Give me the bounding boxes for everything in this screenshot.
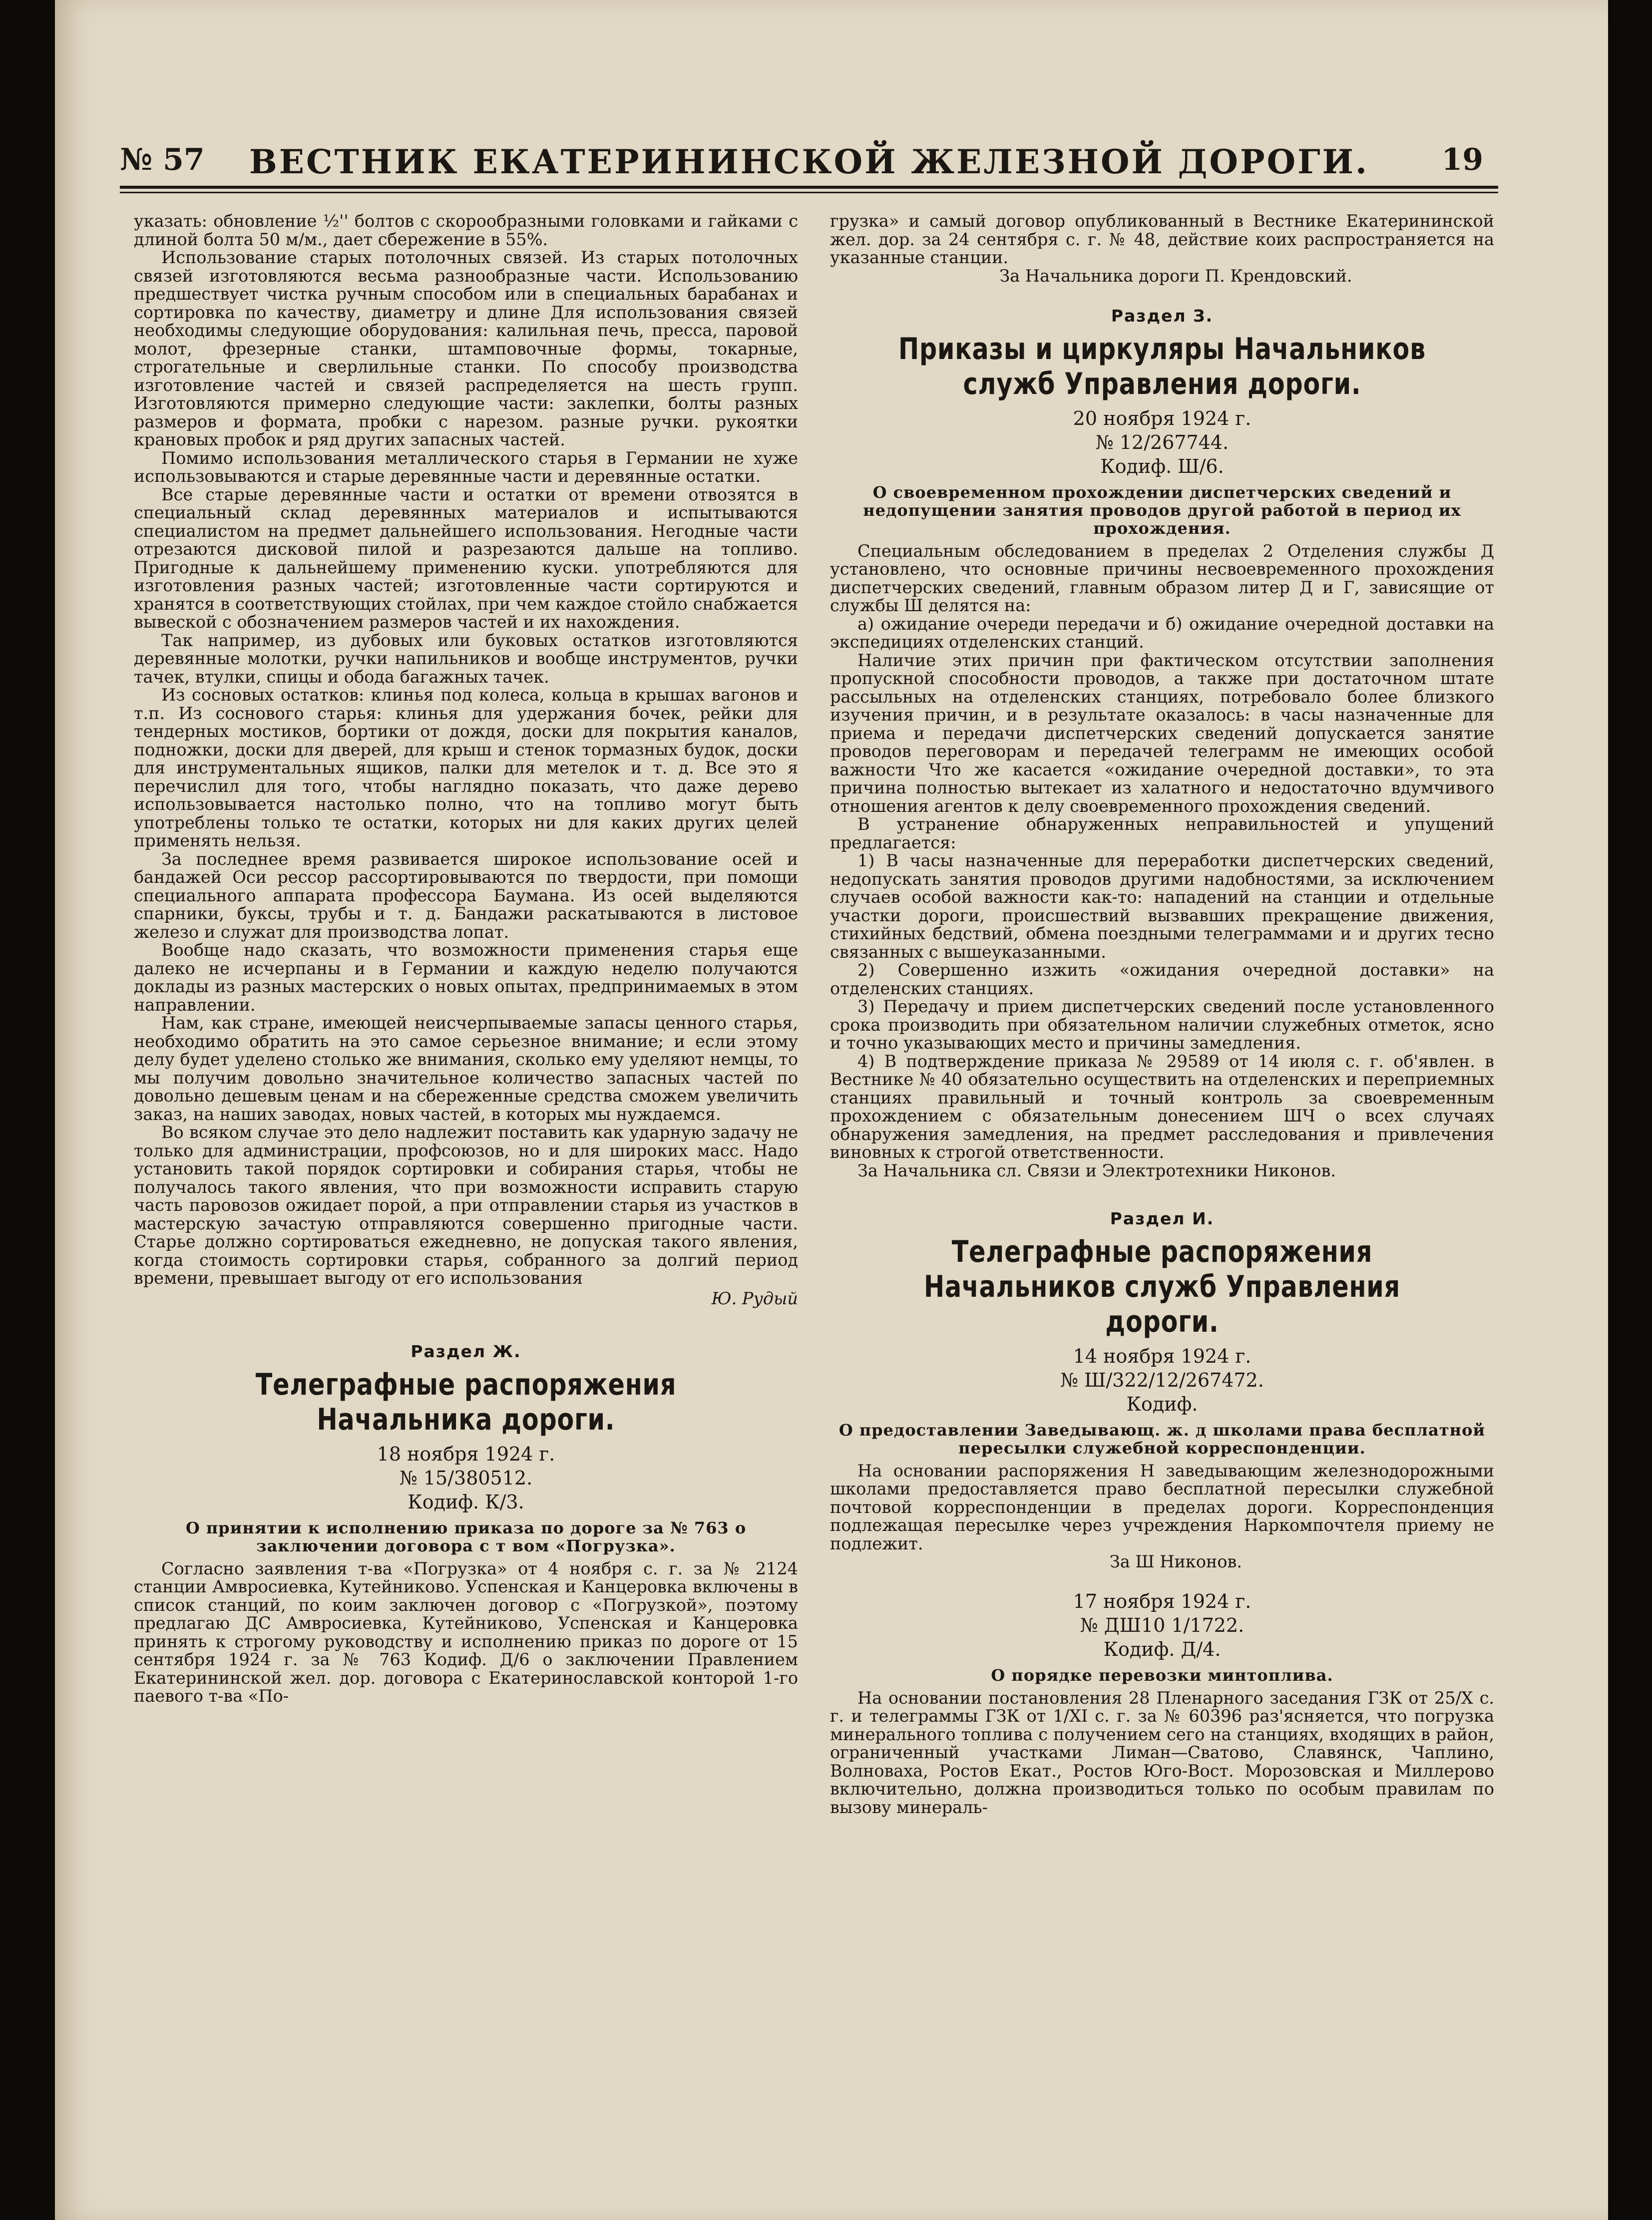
order-codif: Кодиф. — [1126, 1393, 1198, 1415]
paragraph: грузка» и самый договор опубликованный в Вестнике Екатерининской жел. дор. за 24 сентября с. г. № 48, действие коих распространяется на указанные станции. — [830, 211, 1494, 267]
section-title: Телеграфные распоряжения Начальников служб Управления дороги. — [923, 1234, 1401, 1339]
spacer — [830, 1571, 1494, 1589]
right-column — [830, 212, 1494, 1817]
order-codif: Кодиф. К/3. — [408, 1490, 524, 1513]
paragraph: 3) Передачу и прием диспетчерских сведений после установленного срока производить при обязательном наличии служебных отметок, ясно и точно указывающих место и причины замедления. — [830, 997, 1494, 1053]
paragraph: 4) В подтверждение приказа № 29589 от 14 июля с. г. об'явлен. в Вестнике № 40 обязательно осуществить на отделенских и переприемных станциях правильный и точный контроль за своевременным прохождением с обязательным донесением ШЧ о всех случаях обнаружения замедления, на предмет расследования и привлечения виновных к строгой ответственности. — [830, 1051, 1494, 1162]
paragraph: За последнее время развивается широкое использование осей и бандажей Оси рессор рассортировываются по твердости, при помощи специального аппарата профессора Баумана. Из осей выделяются спарники, буксы, трубы и т. д. Бандажи раскатываются в листовое железо и служат для производства лопат. — [134, 849, 798, 942]
signature: За Ш Никонов. — [1109, 1552, 1242, 1571]
order-subject: О своевременном прохождении диспетчерских сведений и недопущении занятия проводов другой работой в период их прохождения. — [863, 482, 1461, 538]
order-number: № ДШ10 1/1722. — [1080, 1614, 1244, 1636]
paragraph: Согласно заявления т-ва «Погрузка» от 4 ноября с. г. за № 2124 станции Амвросиевка, Кутейниково. Успенская и Канцеровка включены в список станций, по коим заключен договор с «Погрузкой», поэтому предлагаю ДС Амвросиевка, Кутейниково, Успенская и Канцеровка принять к строгому руководству и исполнению приказ по дороге от 15 сентября 1924 г. за № 763 Кодиф. Д/6 о заключении Правлением Екатерининской жел. дор. договора с Екатеринославской конторой 1-го паевого т-ва «По- — [134, 1558, 798, 1706]
order-subject: О порядке перевозки минтоплива. — [991, 1665, 1333, 1685]
section-label: Раздел З. — [1111, 306, 1214, 326]
order-subject: О принятии к исполнению приказа по дороге за № 763 о заключении договора с т вом «Погрузка». — [185, 1518, 747, 1555]
paragraph: В устранение обнаруженных неправильностей и упущений предлагается: — [830, 814, 1494, 852]
paragraph: Все старые деревянные части и остатки от времени отвозятся в специальный склад деревянных материалов и испытываются специалистом на предмет дальнейшего использования. Негодные части отрезаются дисковой пилой и разрезаются дальше на топливо. Пригодные к дальнейшему применению куски. употребляются для изготовления разных частей; изготовленные части сортируются и хранятся в соответствующих стойлах, при чем каждое стойло снабжается вывеской с обозначением размеров частей и их нахождения. — [134, 484, 798, 632]
paragraph: указать: обновление ½'' болтов с скорообразными головками и гайками с длиной болта 50 м/м., дает сбережение в 55%. — [134, 211, 798, 249]
paragraph: а) ожидание очереди передачи и б) ожидание очередной доставки на экспедициях отделенских станций. — [830, 614, 1494, 652]
paragraph: Во всяком случае это дело надлежит поставить как ударную задачу не только для администрации, профсоюзов, но и для широких масс. Надо установить такой порядок сортировки и собирания старья, чтобы не получалось такого явления, что при возможности исправить старую часть паровозов ожидает порой, а при отправлении старья из участков в мастерскую зачастую отправляются совершенно пригодные части. Старье должно сортироваться ежедневно, не допуская такого явления, когда стоимость сортировки старья, собранного за долгий период времени, превышает выгоду от его использования — [134, 1122, 798, 1288]
paragraph: Так например, из дубовых или буковых остатков изготовляются деревянные молотки, ручки напильников и вообще инструментов, ручки тачек, втулки, спицы и обода багажных тачек. — [134, 630, 798, 687]
order-codif: Кодиф. Д/4. — [1103, 1638, 1221, 1660]
issue-number: № 57 — [120, 142, 205, 177]
left-column — [134, 212, 798, 1706]
page-header — [120, 142, 1498, 182]
section-title: Приказы и циркуляры Начальников служб Управления дороги. — [898, 331, 1426, 401]
paragraph: 1) В часы назначенные для переработки диспетчерских сведений, недопускать занятия проводов другими надобностями, за исключением случаев особой важности как-то: нападений на станции и отдельные участки дороги, происшествий вызвавших прекращение движения, стихийных бедствий, обмена поездными телеграммами и и других тесно связанных с вышеуказанными. — [830, 851, 1494, 962]
paragraph: Специальным обследованием в пределах 2 Отделения службы Д установлено, что основные причины несвоевременного прохождения диспетчерских сведений, главным образом литер Д и Г, зависящие от службы Ш делятся на: — [830, 541, 1494, 615]
section-label: Раздел И. — [1110, 1209, 1215, 1228]
signature: За Начальника сл. Связи и Электротехники Никонов. — [857, 1160, 1336, 1180]
paragraph: Из сосновых остатков: клинья под колеса, кольца в крышах вагонов и т.п. Из соснового старья: клинья для удержания бочек, рейки для тендерных мостиков, бортики от дождя, доски для покрытия каналов, подножки, доски для дверей, для крыш и стенок тормазных будок, доски для инструментальных ящиков, палки для метелок и т. д. Все это я перечислил для того, чтобы наглядно показать, что даже дерево использовывается настолько полно, что на топливо могут быть употреблены только те остатки, которых ни для каких других целей применять нельзя. — [134, 685, 798, 850]
paragraph: Вообще надо сказать, что возможности применения старья еще далеко не исчерпаны и в Германии и каждую неделю получаются доклады из разных мастерских о новых опытах, предпринимаемых в этом направлении. — [134, 940, 798, 1015]
order-date: 20 ноября 1924 г. — [1073, 407, 1251, 429]
section-label: Раздел Ж. — [411, 1342, 521, 1361]
paragraph: Нам, как стране, имеющей неисчерпываемые запасы ценного старья, необходимо обратить на это самое серьезное внимание; и если этому делу будет уделено столько же внимания, сколько ему уделяют немцы, то мы получим довольно значительное количество запасных частей по довольно дешевым ценам и на сбереженные средства сможем увеличить заказ, на наших заводах, новых частей, в которых мы нуждаемся. — [134, 1013, 798, 1124]
paragraph: На основании постановления 28 Пленарного заседания ГЗК от 25/X с. г. и телеграммы ГЗК от 1/XI с. г. за № 60396 раз'ясняется, что погрузка минерального топлива с получением сего на станциях, входящих в район, ограниченный участками Лиман—Сватово, Славянск, Чаплино, Волноваха, Ростов Екат., Ростов Юго-Вост. Морозовская и Миллерово включительно, должна производиться только по особым правилам по вызову минераль- — [830, 1688, 1494, 1817]
order-codif: Кодиф. Ш/6. — [1100, 455, 1224, 477]
paragraph: Наличие этих причин при фактическом отсутствии заполнения пропускной способности проводов, а также при достаточном штате рассыльных на отделенских станциях, потребовало более близкого изучения причин, и в результате оказалось: в часы назначенные для приема и передачи диспетчерских сведений допускается занятие проводов переговорам и передачей телеграмм не имеющих особой важности Что же касается «ожидание очередной доставки», то эта причина полностью вытекает из халатного и недостаточно вдумчивого отношения агентов к делу своевременного прохождения сведений. — [830, 650, 1494, 816]
header-rule-bottom — [120, 192, 1498, 193]
order-subject: О предоставлении Заведывающ. ж. д школами права бесплатной пересылки служебной корреспонденции. — [838, 1420, 1486, 1458]
order-number: № Ш/322/12/267472. — [1060, 1369, 1264, 1391]
page-number: 19 — [1441, 142, 1483, 177]
order-date: 18 ноября 1924 г. — [377, 1443, 555, 1465]
signature: За Начальника дороги П. Крендовский. — [999, 266, 1352, 286]
author-signature: Ю. Рудый — [711, 1288, 798, 1308]
paragraph: Использование старых потолочных связей. Из старых потолочных связей изготовляются весьма разнообразные части. Использованию предшествует чистка ручным способом или в специальных барабанах и сортировка по качеству, диаметру и длине Для использования связей необходимы следующие оборудования: калильная печь, пресса, паровой молот, фрезерные станки, штамповочные формы, токарные, строгательные и сверлильные станки. По способу производства изготовление частей и связей распределяется на шесть групп. Изготовляются примерно следующие части: заклепки, болты разных размеров и формата, пробки с нарезом. разные ручки. рукоятки крановых пробок и ряд других запасных частей. — [134, 248, 798, 449]
order-date: 14 ноября 1924 г. — [1073, 1345, 1251, 1367]
header-rule-top — [120, 186, 1498, 189]
paragraph: На основании распоряжения Н заведывающим железнодорожными школами предоставляется право бесплатной пересылки служебной почтовой корреспонденции в пределах дороги. Корреспонденция подлежащая пересылке через учреждения Наркомпочтеля приему не подлежит. — [830, 1461, 1494, 1553]
order-number: № 12/267744. — [1095, 431, 1229, 453]
paragraph: 2) Совершенно изжить «ожидания очередной доставки» на отделенских станциях. — [830, 960, 1494, 998]
section-title: Телеграфные распоряжения Начальника дороги. — [255, 1367, 677, 1437]
paragraph: Помимо использования металлического старья в Германии не хуже использовываются и старые деревянные части и деревянные остатки. — [134, 448, 798, 486]
newspaper-title: ВЕСТНИК ЕКАТЕРИНИНСКОЙ ЖЕЛЕЗНОЙ ДОРОГИ. — [249, 142, 1369, 181]
order-date: 17 ноября 1924 г. — [1073, 1590, 1251, 1612]
order-number: № 15/380512. — [399, 1467, 533, 1489]
